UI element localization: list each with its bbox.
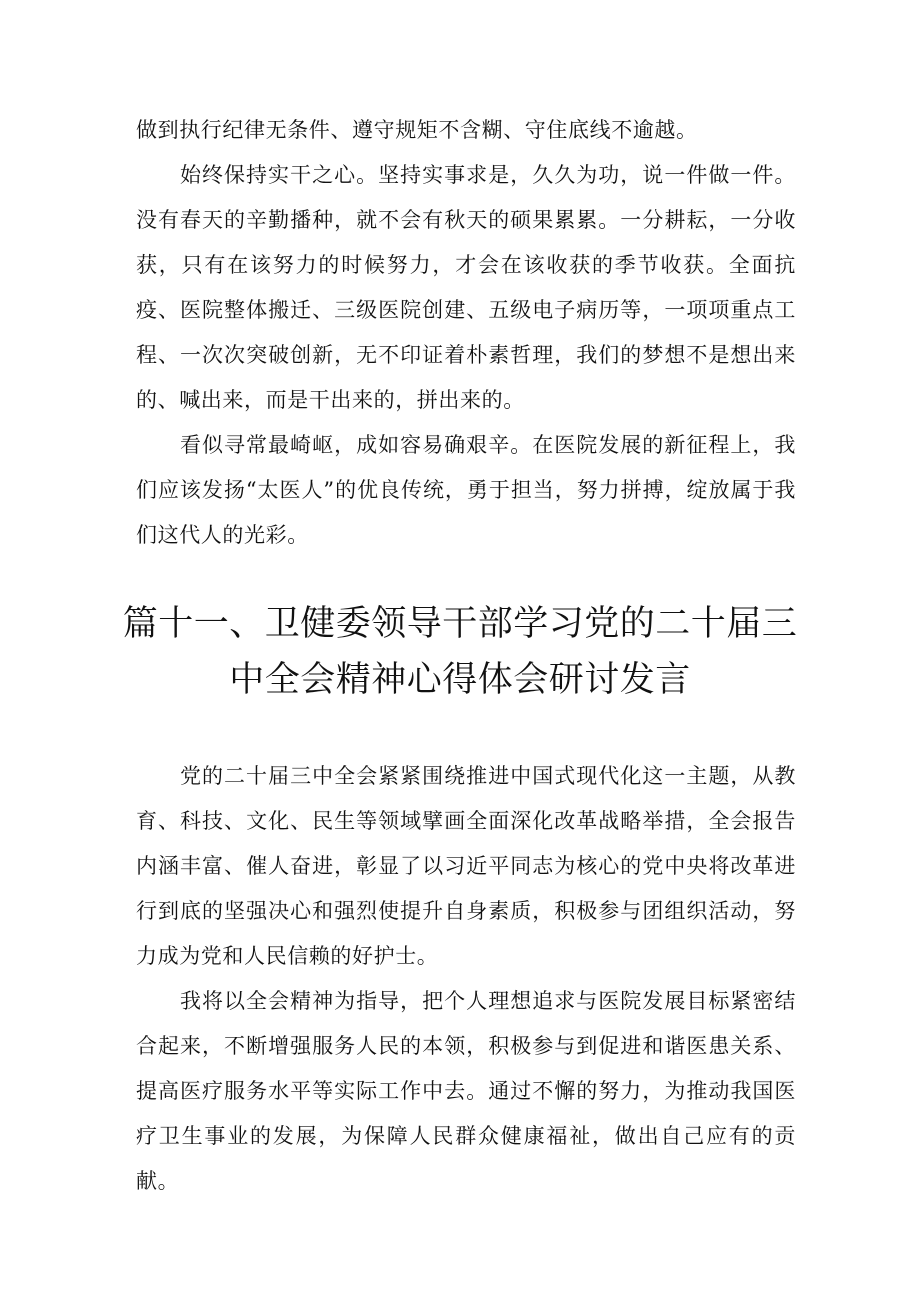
heading-line-2: 中全会精神心得体会研讨发言: [229, 660, 691, 700]
paragraph-continuation: 做到执行纪律无条件、遵守规矩不含糊、守住底线不逾越。: [136, 118, 698, 142]
bottom-text-block: [136, 754, 796, 1204]
heading-line-1: 篇十一、卫健委领导干部学习党的二十届三: [122, 604, 798, 644]
section-heading: [100, 596, 820, 708]
top-text-block: [136, 108, 796, 558]
paragraph: 党的二十届三中全会紧紧围绕推进中国式现代化这一主题，从教育、科技、文化、民生等领域擘画全面深化改革战略举措，全会报告内涵丰富、催人奋进，彰显了以习近平同志为核心的党中央将改革进行到底的坚强决心和强烈使提升自身素质，积极参与团组织活动，努力成为党和人民信赖的好护士。: [136, 764, 796, 968]
paragraph: 看似寻常最崎岖，成如容易确艰辛。在医院发展的新征程上，我们应该发扬“太医人”的优良传统，勇于担当，努力拼搏，绽放属于我们这代人的光彩。: [136, 433, 796, 547]
paragraph: 始终保持实干之心。坚持实事求是，久久为功，说一件做一件。没有春天的辛勤播种，就不会有秋天的硕果累累。一分耕耘，一分收获，只有在该努力的时候努力，才会在该收获的季节收获。全面抗疫、医院整体搬迁、三级医院创建、五级电子病历等，一项项重点工程、一次次突破创新，无不印证着朴素哲理，我们的梦想不是想出来的、喊出来，而是干出来的，拼出来的。: [136, 163, 796, 412]
paragraph: 我将以全会精神为指导，把个人理想追求与医院发展目标紧密结合起来，不断增强服务人民的本领，积极参与到促进和谐医患关系、提高医疗服务水平等实际工作中去。通过不懈的努力，为推动我国医疗卫生事业的发展，为保障人民群众健康福祉，做出自己应有的贡献。: [136, 989, 796, 1193]
